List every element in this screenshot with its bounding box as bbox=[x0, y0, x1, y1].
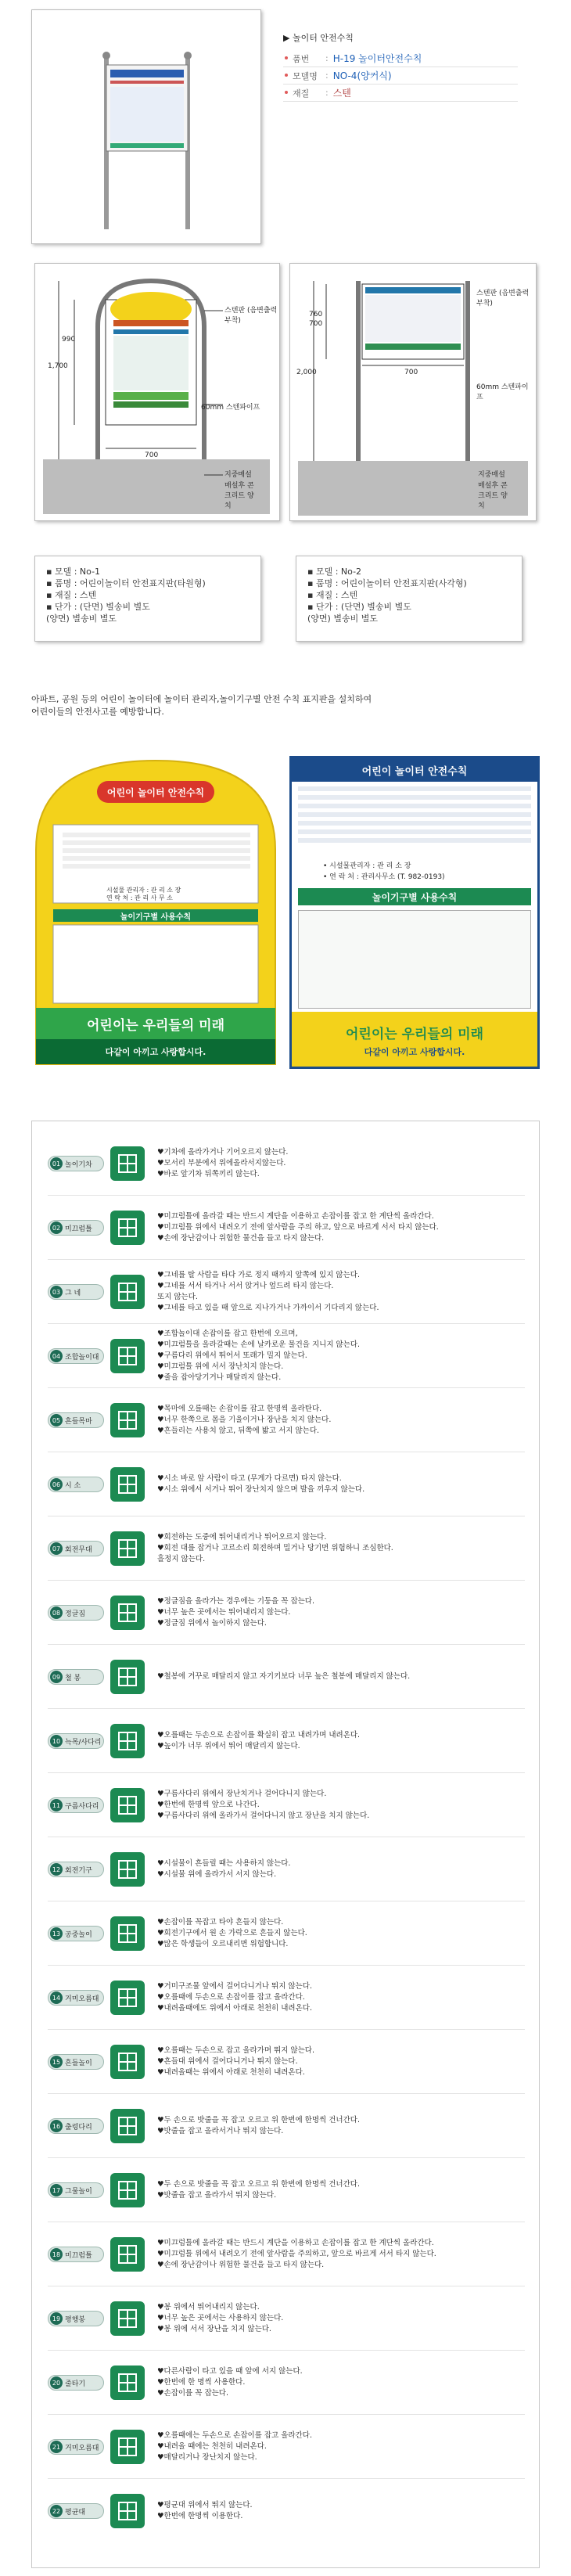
drawing-oval bbox=[34, 263, 280, 521]
rule-badge bbox=[48, 2182, 104, 2198]
rule-number: 07 bbox=[50, 1542, 63, 1555]
rule-lines bbox=[157, 2302, 283, 2335]
rule-line: ♥손에 장난감이나 위험한 물건을 들고 타지 않는다. bbox=[157, 1234, 325, 1243]
rule-separator bbox=[48, 2414, 525, 2415]
rule-badge bbox=[48, 1284, 104, 1300]
product-row-model: 모델명 : NO-4(양커식) bbox=[283, 67, 518, 85]
rule-number: 13 bbox=[50, 1927, 63, 1940]
note-base1: 지중매설 bbox=[224, 471, 252, 479]
sign-right-motto: 어린이는 우리들의 미래 bbox=[345, 1027, 484, 1042]
rule-item bbox=[48, 1140, 556, 1187]
rule-equipment-name: 거미오름대 bbox=[65, 1995, 99, 2003]
rule-line: ♥조합놀이대 손잡이를 잡고 한번에 오르며, bbox=[157, 1329, 298, 1338]
rule-separator bbox=[48, 1580, 525, 1581]
dim2-width: 700 bbox=[404, 369, 418, 376]
rule-badge bbox=[48, 1862, 104, 1877]
rule-lines bbox=[157, 2366, 303, 2399]
rule-line: ♥바로 앞기차 뒤쪽끼리 않는다. bbox=[157, 1170, 260, 1178]
sign-right-contact: • 연 락 처 : 관리사무소 (T. 982-0193) bbox=[323, 873, 445, 881]
rule-line: ♥구름사다리 위에서 장난치거나 걸어다니지 않는다. bbox=[157, 1790, 327, 1798]
rule-number: 04 bbox=[50, 1350, 63, 1362]
rule-badge bbox=[48, 1733, 104, 1749]
rule-number: 12 bbox=[50, 1863, 63, 1876]
rule-line: ♥봉 위에 서서 장난을 치지 않는다. bbox=[157, 2325, 271, 2333]
playset-icon bbox=[110, 1339, 145, 1373]
rule-separator bbox=[48, 2350, 525, 2351]
rule-number: 02 bbox=[50, 1221, 63, 1234]
rule-number: 06 bbox=[50, 1478, 63, 1491]
rule-line: ♥내려올때에도 위에서 아래로 천천히 내려온다. bbox=[157, 2004, 312, 2013]
note-top: 스텐판 (음변출력 부착) bbox=[224, 307, 278, 325]
rule-equipment-name: 회전기구 bbox=[65, 1866, 92, 1875]
rule-badge bbox=[48, 2439, 104, 2455]
rule-item bbox=[48, 1329, 556, 1382]
sign-left-rules-text bbox=[63, 833, 250, 872]
rule-line: ♥매달리거나 장난치지 않는다. bbox=[157, 2453, 257, 2462]
rule-lines bbox=[157, 1404, 331, 1437]
rule-separator bbox=[48, 1259, 525, 1260]
rule-separator bbox=[48, 2093, 525, 2094]
rule-badge bbox=[48, 1477, 104, 1492]
rule-equipment-name: 평균대 bbox=[65, 2508, 86, 2517]
rule-line: ♥모서리 부분에서 위에올라서지않는다. bbox=[157, 1159, 286, 1167]
spider-net-icon bbox=[110, 2430, 145, 2464]
rule-line: ♥내려올 때에는 천천히 내려온다. bbox=[157, 2442, 267, 2451]
rule-separator bbox=[48, 2157, 525, 2158]
rule-number: 10 bbox=[50, 1735, 63, 1747]
rule-lines bbox=[157, 1532, 393, 1565]
rule-equipment-name: 철 봉 bbox=[65, 1674, 81, 1682]
dim2-height-a: 760 bbox=[309, 311, 323, 318]
rule-number: 14 bbox=[50, 1991, 63, 2004]
rule-item bbox=[48, 1397, 556, 1444]
rule-number: 19 bbox=[50, 2312, 63, 2325]
rule-line: ♥미끄럼틀에 올라갈 때는 반드시 계단을 이용하고 손잡이를 잡고 한 계단씩 올라간다. bbox=[157, 1212, 434, 1221]
rule-line: ♥한번에 한명씩 이용한다. bbox=[157, 2512, 243, 2520]
rule-number: 18 bbox=[50, 2248, 63, 2261]
rule-badge bbox=[48, 1348, 104, 1364]
rule-item bbox=[48, 2359, 556, 2406]
rule-line: ♥미끄럼틀에 올라갈 때는 반드시 계단을 이용하고 손잡이를 잡고 한 계단씩 올라간다. bbox=[157, 2239, 434, 2247]
rule-line: ♥두 손으로 밧줄을 꼭 잡고 오르고 위 한번에 한명씩 건너간다. bbox=[157, 2116, 360, 2124]
rule-line: ♥봉 위에서 뛰어내리지 않는다. bbox=[157, 2303, 260, 2312]
rule-line: ♥손에 장난감이나 위험한 물건을 들고 타지 않는다. bbox=[157, 2261, 325, 2269]
sign-right-equipment-list bbox=[298, 910, 531, 1009]
rule-line: ♥밧줄을 잡고 올라가서 뛰지 않는다. bbox=[157, 2191, 277, 2200]
rule-equipment-name: 조합놀이대 bbox=[65, 1353, 99, 1362]
drawing-rect bbox=[289, 263, 537, 521]
rule-line: ♥미끄럼틀 위에서 내려오기 전에 앞사람을 주의하고, 앞으로 바르게 서서 타지 않는다. bbox=[157, 2250, 436, 2258]
sign-right-manager: • 시설물관리자 : 관 리 소 장 bbox=[323, 862, 411, 870]
rule-equipment-name: 흔들목마 bbox=[65, 1417, 92, 1426]
rule-item bbox=[48, 1204, 556, 1251]
rule-line: ♥회전하는 도중에 뛰어내리거나 뛰어오르지 않는다. bbox=[157, 1533, 327, 1542]
spider-net-icon bbox=[110, 1981, 145, 2015]
rule-number: 05 bbox=[50, 1414, 63, 1427]
zip-line-icon bbox=[110, 2366, 145, 2400]
rule-line: 흘정지 않는다. bbox=[157, 1555, 206, 1563]
rule-item bbox=[48, 2103, 556, 2150]
globe-spinner-icon bbox=[110, 1852, 145, 1887]
product-row-code: 품번 : H-19 놀이터안전수칙 bbox=[283, 50, 518, 67]
rule-line: ♥손잡이를 꼭 잡는다. bbox=[157, 2389, 228, 2398]
rule-number: 03 bbox=[50, 1286, 63, 1298]
rule-equipment-name: 출렁다리 bbox=[65, 2123, 92, 2132]
rule-badge bbox=[48, 1541, 104, 1556]
rule-badge bbox=[48, 1797, 104, 1813]
rule-line: ♥너무 한쪽으로 몸을 기울이거나 장난을 치지 않는다. bbox=[157, 1416, 332, 1424]
rule-badge bbox=[48, 1669, 104, 1685]
sign-left-title: 어린이 놀이터 안전수칙 bbox=[97, 781, 214, 803]
rule-line: ♥거미구조물 앞에서 걸어다니거나 뛰지 않는다. bbox=[157, 1982, 312, 1991]
rule-badge bbox=[48, 2247, 104, 2262]
rule-equipment-name: 흔들놀이 bbox=[65, 2059, 92, 2067]
rule-separator bbox=[48, 2029, 525, 2030]
rule-line: ♥흔들리는 사용치 않고, 뒤쪽에 밟고 서지 않는다. bbox=[157, 1427, 320, 1435]
rule-badge bbox=[48, 2503, 104, 2519]
rule-badge bbox=[48, 1412, 104, 1428]
rule-number: 17 bbox=[50, 2184, 63, 2196]
description: 아파트, 공원 등의 어린이 놀이터에 놀이터 관리자,놀이기구별 안전 수칙 표지판을 설치하여 어린이들의 안전사고를 예방합니다. bbox=[31, 694, 372, 717]
rule-badge bbox=[48, 1605, 104, 1621]
swing-icon bbox=[110, 1275, 145, 1309]
rule-equipment-name: 놀이기차 bbox=[65, 1160, 92, 1169]
rule-badge bbox=[48, 1926, 104, 1941]
seesaw-icon bbox=[110, 1467, 145, 1502]
rule-number: 16 bbox=[50, 2120, 63, 2132]
rule-line: ♥그네를 타고 있을 때 앞으로 지나가거나 가까이서 기다리지 않는다. bbox=[157, 1304, 379, 1312]
product-photo bbox=[31, 9, 261, 244]
rocking-bridge-icon bbox=[110, 2045, 145, 2079]
rule-lines bbox=[157, 1147, 288, 1180]
rule-lines bbox=[157, 2115, 360, 2137]
rule-lines bbox=[157, 2500, 253, 2522]
rule-lines bbox=[157, 2430, 312, 2463]
rule-line: ♥정글짐을 올라가는 경우에는 기둥을 꼭 잡는다. bbox=[157, 1597, 314, 1606]
sign-rect bbox=[289, 756, 540, 1069]
rule-item bbox=[48, 1589, 556, 1636]
rule-badge bbox=[48, 2054, 104, 2070]
rule-item bbox=[48, 2423, 556, 2470]
rule-item bbox=[48, 1718, 556, 1765]
rule-number: 09 bbox=[50, 1671, 63, 1683]
rule-separator bbox=[48, 1323, 525, 1324]
rule-line: ♥너무 높은 곳에서는 사용하지 않는다. bbox=[157, 2314, 284, 2322]
rule-line: ♥시설물 위에 올라가서 서지 않는다. bbox=[157, 1870, 277, 1879]
note2-base1: 지중매설 bbox=[478, 471, 505, 479]
rule-line: ♥오를때에 두손으로 손잡이를 잡고 올라간다. bbox=[157, 1993, 305, 2002]
rule-line: ♥한번에 한 명씩 사용한다. bbox=[157, 2378, 246, 2387]
rule-equipment-name: 거미오름대 bbox=[65, 2444, 99, 2452]
rule-lines bbox=[157, 1596, 314, 1629]
rule-equipment-name: 줄타기 bbox=[65, 2380, 86, 2388]
rule-lines bbox=[157, 1789, 369, 1822]
horizontal-bar-icon bbox=[110, 1660, 145, 1694]
rule-equipment-name: 미끄럼틀 bbox=[65, 2251, 92, 2260]
rule-badge bbox=[48, 2375, 104, 2391]
rule-line: ♥미끄럼틀을 올라갈때는 손에 날카로운 물건을 지니지 않는다. bbox=[157, 1340, 361, 1349]
rule-badge bbox=[48, 2311, 104, 2326]
spring-horse-icon bbox=[110, 1403, 145, 1437]
rule-line: ♥두 손으로 밧줄을 꼭 잡고 오르고 위 한번에 한명씩 건너간다. bbox=[157, 2180, 360, 2189]
note-pole: 60mm 스텐파이프 bbox=[201, 404, 260, 412]
rule-item bbox=[48, 2038, 556, 2085]
product-category: ▶ 놀이터 안전수칙 bbox=[283, 33, 354, 43]
sign-stand-photo bbox=[32, 10, 260, 243]
rule-item bbox=[48, 1846, 556, 1893]
rule-item bbox=[48, 2295, 556, 2342]
rule-equipment-name: 평행봉 bbox=[65, 2315, 86, 2324]
rule-separator bbox=[48, 2478, 525, 2479]
rule-item bbox=[48, 2231, 556, 2278]
rule-lines bbox=[157, 1917, 307, 1950]
rule-lines bbox=[157, 2238, 436, 2271]
rule-line: ♥그네를 서서 타거나 서서 앉거나 엎드려 타지 않는다. bbox=[157, 1282, 334, 1290]
rule-line: ♥한번에 한명씩 앞으로 나간다. bbox=[157, 1801, 260, 1809]
rule-line: ♥구름사다리 위에 올라가서 걸어다니지 않고 장난을 치지 않는다. bbox=[157, 1811, 370, 1820]
rule-equipment-name: 그물놀이 bbox=[65, 2187, 92, 2196]
slide-icon bbox=[110, 1211, 145, 1245]
sign-right-sub: 놀이기구별 사용수칙 bbox=[298, 888, 531, 905]
rule-line: ♥시설물이 흔들릴 때는 사용하지 않는다. bbox=[157, 1859, 291, 1868]
rule-lines bbox=[157, 1671, 410, 1682]
note-base2: 매설후 콘크리트 양 치 bbox=[224, 482, 254, 510]
sign-right-title: 어린이 놀이터 안전수칙 bbox=[292, 758, 537, 782]
rule-separator bbox=[48, 1644, 525, 1645]
balance-beam-icon bbox=[110, 2494, 145, 2528]
climbing-icon bbox=[110, 1916, 145, 1951]
rule-equipment-name: 그 네 bbox=[65, 1289, 81, 1297]
sign-right-footer bbox=[292, 1012, 537, 1067]
rule-lines bbox=[157, 1473, 365, 1495]
rule-separator bbox=[48, 1965, 525, 1966]
rule-line: ♥시소 바로 앞 사람이 타고 (무게가 다르면) 타지 않는다. bbox=[157, 1474, 342, 1483]
rule-line: ♥그네를 탈 사람을 타다 가로 정지 때까지 앞쪽에 있지 않는다. bbox=[157, 1271, 360, 1279]
rule-lines bbox=[157, 1270, 379, 1314]
rule-separator bbox=[48, 1708, 525, 1709]
rule-line: ♥구름다리 위에서 뛰어서 또래가 밀지 않는다. bbox=[157, 1351, 307, 1360]
rule-number: 15 bbox=[50, 2056, 63, 2068]
rule-number: 20 bbox=[50, 2376, 63, 2389]
rule-item bbox=[48, 1974, 556, 2021]
equipment-rules-list bbox=[31, 1121, 540, 2568]
parallel-bars-icon bbox=[110, 2301, 145, 2336]
rule-line: ♥다른사람이 타고 있을 때 앞에 서지 않는다. bbox=[157, 2367, 303, 2376]
rule-line: ♥흔들대 위에서 걸어다니거나 뛰지 않는다. bbox=[157, 2057, 298, 2066]
rule-equipment-name: 미끄럼틀 bbox=[65, 1225, 92, 1233]
rope-bridge-icon bbox=[110, 2109, 145, 2143]
dim-width: 700 bbox=[145, 452, 159, 459]
rule-badge bbox=[48, 1156, 104, 1171]
spec-box-1: ▪ 모델 : No-1 ▪ 품명 : 어린이놀이터 안전표지판(타원형) ▪ 재질 : 스텐 ▪ 단가 : (단면) 별송비 별도 (양면) 별송비 별도 bbox=[34, 556, 261, 642]
rule-item bbox=[48, 1782, 556, 1829]
rule-separator bbox=[48, 1195, 525, 1196]
rule-item bbox=[48, 1525, 556, 1572]
rule-equipment-name: 공중놀이 bbox=[65, 1930, 92, 1939]
rule-item bbox=[48, 1910, 556, 1957]
rule-line: ♥철봉에 거꾸로 매달리지 않고 자기키보다 너무 높은 철봉에 매달리지 않는다. bbox=[157, 1672, 411, 1681]
rule-lines bbox=[157, 2045, 314, 2078]
note2-base2: 매설후 콘크리트 양 치 bbox=[478, 482, 508, 510]
slide-icon bbox=[110, 2237, 145, 2272]
sign-left-sub: 놀이기구별 사용수칙 bbox=[120, 913, 192, 922]
rule-number: 01 bbox=[50, 1157, 63, 1170]
sign-left-manager: 시설물 관리자 : 관 리 소 장 bbox=[106, 887, 181, 894]
rule-equipment-name: 구름사다리 bbox=[65, 1802, 99, 1811]
rule-number: 08 bbox=[50, 1606, 63, 1619]
rule-line: ♥내려올때는 위에서 아래로 천천히 내려온다. bbox=[157, 2068, 305, 2077]
dim2-height-total: 2,000 bbox=[296, 369, 317, 376]
rule-badge bbox=[48, 2118, 104, 2134]
rule-number: 21 bbox=[50, 2441, 63, 2453]
rule-line: ♥너무 높은 곳에서는 뛰어내리지 않는다. bbox=[157, 1608, 291, 1617]
rule-line: ♥오를때는 두손으로 손잡이를 확실히 잡고 내려가며 내려온다. bbox=[157, 1731, 361, 1740]
product-info bbox=[283, 31, 518, 102]
rule-lines bbox=[157, 1730, 360, 1752]
dim2-height-b: 700 bbox=[309, 320, 323, 328]
note2-top: 스텐판 (음변출력 부착) bbox=[476, 290, 530, 308]
monkey-bars-icon bbox=[110, 1788, 145, 1822]
rule-line: ♥목마에 오를때는 손잡이를 잡고 한명씩 올라탄다. bbox=[157, 1405, 322, 1413]
net-climber-icon bbox=[110, 2173, 145, 2207]
dim-height-total: 1,700 bbox=[48, 362, 68, 370]
rule-item bbox=[48, 1461, 556, 1508]
rule-line: ♥오를때는 두손으로 잡고 올라가며 뛰지 않는다. bbox=[157, 2046, 314, 2055]
rule-badge bbox=[48, 1990, 104, 2006]
rule-line: ♥미끄럼틀 위에서 내려오기 전에 앞사람을 주의 하고, 앞으로 바르게 서서 타지 않는다. bbox=[157, 1223, 439, 1232]
rule-number: 11 bbox=[50, 1799, 63, 1811]
rule-badge bbox=[48, 1220, 104, 1236]
rule-line: ♥회전 대를 잡거나 고르소리 회전하며 밀거나 당기면 위험하니 조심한다. bbox=[157, 1544, 393, 1552]
note2-pole: 60mm 스텐파이프 bbox=[476, 383, 529, 401]
rule-equipment-name: 회전무대 bbox=[65, 1545, 92, 1554]
rule-line: 또지 않는다. bbox=[157, 1293, 198, 1301]
dim-height-sign: 990 bbox=[62, 336, 76, 344]
rule-equipment-name: 시 소 bbox=[65, 1481, 81, 1490]
rule-item bbox=[48, 2167, 556, 2214]
rule-lines bbox=[157, 1858, 290, 1880]
rule-line: ♥손잡이를 꼭잡고 타야 흔들지 않는다. bbox=[157, 1918, 284, 1927]
rule-separator bbox=[48, 1772, 525, 1773]
rule-line: ♥기차에 올라가거나 기어오르지 않는다. bbox=[157, 1148, 289, 1157]
rule-line: ♥회전기구에서 원 손 가락으로 흔들지 않는다. bbox=[157, 1929, 307, 1937]
train-icon bbox=[110, 1146, 145, 1181]
ladder-icon bbox=[110, 1724, 145, 1758]
rule-separator bbox=[48, 1387, 525, 1388]
sign-left-motto2: 다같이 아끼고 사랑합시다. bbox=[105, 1047, 206, 1057]
sign-left-contact: 연 락 처 : 관 리 사 무 소 bbox=[106, 894, 173, 901]
rule-number: 22 bbox=[50, 2505, 63, 2517]
sign-oval bbox=[31, 756, 280, 1069]
rule-line: ♥시소 위에서 서거나 뛰어 장난치지 않으며 발을 끼우지 않는다. bbox=[157, 1485, 365, 1494]
sign-right-motto2: 다같이 아끼고 사랑합시다. bbox=[364, 1047, 465, 1057]
rule-lines bbox=[157, 1329, 360, 1383]
rule-line: ♥많은 학생들이 오르내리면 위험합니다. bbox=[157, 1940, 289, 1948]
rule-item bbox=[48, 2488, 556, 2535]
product-row-material: 재질 : 스텐 bbox=[283, 85, 518, 102]
rule-item bbox=[48, 1268, 556, 1315]
rule-line: ♥정글짐 위에서 놀이하지 않는다. bbox=[157, 1619, 267, 1628]
rule-lines bbox=[157, 1211, 439, 1244]
rule-line: ♥미끄럼틀 위에 서서 장난치지 않는다. bbox=[157, 1362, 284, 1371]
merry-go-round-icon bbox=[110, 1531, 145, 1566]
rule-line: ♥밧줄을 잡고 올라서거나 뛰지 않는다. bbox=[157, 2127, 284, 2135]
sign-left-motto: 어린이는 우리들의 미래 bbox=[86, 1018, 225, 1034]
rule-line: ♥줄을 잡아당기거나 매달리지 않는다. bbox=[157, 1373, 282, 1382]
jungle-gym-icon bbox=[110, 1596, 145, 1630]
rule-item bbox=[48, 1653, 556, 1700]
rule-line: ♥평균대 위에서 뛰지 않는다. bbox=[157, 2501, 253, 2509]
rule-lines bbox=[157, 1981, 312, 2014]
spec-box-2: ▪ 모델 : No-2 ▪ 품명 : 어린이놀이터 안전표지판(사각형) ▪ 재질 : 스텐 ▪ 단가 : (단면) 별송비 별도 (양면) 별송비 별도 bbox=[296, 556, 523, 642]
sign-right-rules-text bbox=[298, 786, 531, 868]
rule-lines bbox=[157, 2179, 360, 2201]
rule-equipment-name: 늑목/사다리 bbox=[65, 1738, 102, 1747]
rule-line: ♥오를때에는 두손으로 손잡이를 잡고 올라간다. bbox=[157, 2431, 312, 2440]
rule-line: ♥높이가 너무 위에서 뛰어 매달리지 않는다. bbox=[157, 1742, 300, 1750]
rule-equipment-name: 정글짐 bbox=[65, 1610, 86, 1618]
